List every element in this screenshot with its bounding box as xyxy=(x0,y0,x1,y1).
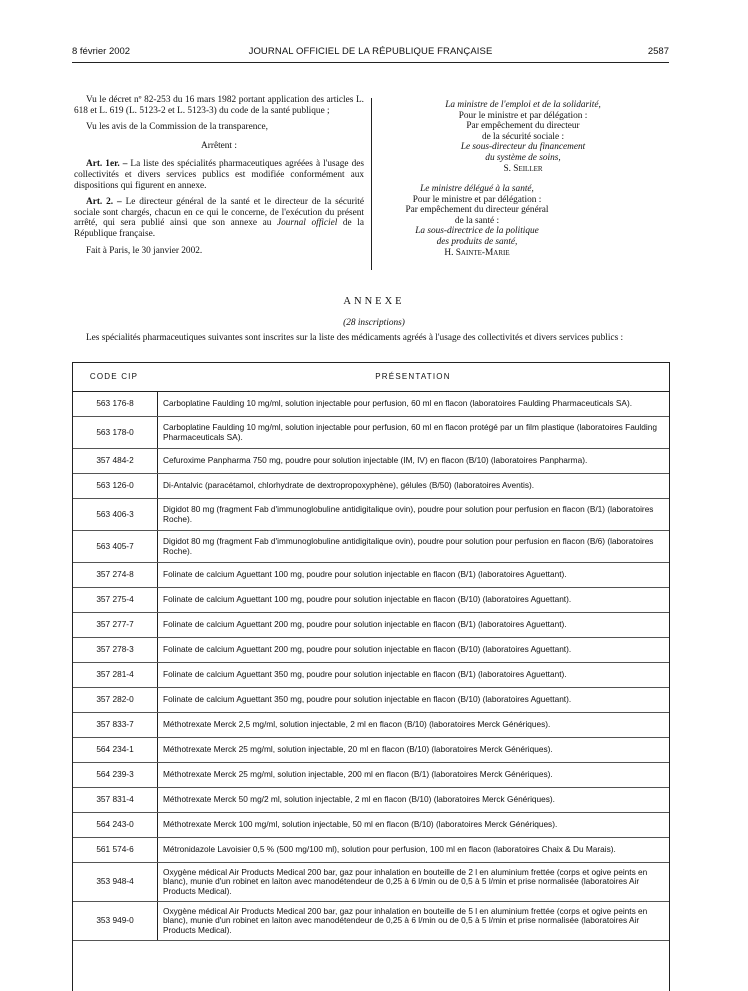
column-header-presentation: PRÉSENTATION xyxy=(375,372,451,381)
presentation-cell xyxy=(158,588,669,612)
table-header xyxy=(73,363,669,392)
signature-line: des produits de santé, xyxy=(436,236,518,247)
signature-line: du système de soins, xyxy=(485,152,561,163)
annex-title: ANNEXE xyxy=(343,296,405,307)
presentation-text: Cefuroxime Panpharma 750 mg, poudre pour solution injectable (IM, IV) en flacon (B/10) (laboratoires Panpharma). xyxy=(163,455,588,466)
cip-code-cell: 563 126-0 xyxy=(73,474,158,498)
presentation-cell xyxy=(158,902,669,940)
cip-code-cell: 353 949-0 xyxy=(73,902,158,940)
cip-code-cell: 563 176-8 xyxy=(73,392,158,416)
signature-line: Par empêchement du directeur xyxy=(466,121,580,132)
table-row xyxy=(73,763,669,788)
table-row xyxy=(73,638,669,663)
presentation-cell xyxy=(158,863,669,901)
presentation-cell xyxy=(158,474,669,498)
cip-code-cell: 563 406-3 xyxy=(73,499,158,530)
page-header xyxy=(72,46,669,62)
presentation-cell xyxy=(158,417,669,448)
cip-code-cell: 564 243-0 xyxy=(73,813,158,837)
presentation-cell xyxy=(158,499,669,530)
article-2-text-end: de la République française. xyxy=(74,218,364,239)
cip-code-cell: 357 833-7 xyxy=(73,713,158,737)
article-2-text: Le directeur général de la santé et le directeur de la sécurité sociale sont chargés, chacun en ce qui le concerne, de l'exécution du présent arrêté, qui sera publié ainsi que son annexe au xyxy=(74,197,364,229)
presentation-text: Carboplatine Faulding 10 mg/ml, solution injectable pour perfusion, 60 ml en flacon protégé par un film plastique (laboratoires Faulding Pharmaceuticals SA). xyxy=(163,422,657,442)
presentation-text: Digidot 80 mg (fragment Fab d'immunoglobuline antidigitalique ovin), poudre pour solution pour perfusion en flacon (B/1) (laboratoires Roche). xyxy=(163,504,654,524)
signature-block-1 xyxy=(377,100,669,174)
presentation-text: Di-Antalvic (paracétamol, chlorhydrate de dextropropoxyphène), gélules (B/50) (laboratoires Aventis). xyxy=(163,480,535,491)
table-row xyxy=(73,813,669,838)
annex-intro: Les spécialités pharmaceutiques suivantes sont inscrites sur la liste des médicaments agréés à l'usage des collectivités et divers services publics : xyxy=(86,333,624,343)
presentation-cell xyxy=(158,713,669,737)
table-row xyxy=(73,499,669,531)
signatory-name: S. Seiller xyxy=(503,163,543,174)
visa-commission: Vu les avis de la Commission de la transparence, xyxy=(86,122,268,133)
table-row xyxy=(73,613,669,638)
signature-line: Pour le ministre et par délégation : xyxy=(458,110,588,121)
annex-count: (28 inscriptions) xyxy=(343,318,405,328)
presentation-text: Méthotrexate Merck 25 mg/ml, solution injectable, 200 ml en flacon (B/1) (laboratoires Merck Génériques). xyxy=(163,769,553,780)
page-number: 2587 xyxy=(647,46,669,57)
presentation-text: Oxygène médical Air Products Medical 200 bar, gaz pour inhalation en bouteille de 5 l en aluminium frettée (corps et ogive peints en blanc), munie d'un robinet en laiton avec manodétendeur de 0,25 à 6 l/min ou de 0,5 à 5 l/min et prise normalisée (laboratoires Air Products Medical). xyxy=(163,906,648,935)
presentation-text: Folinate de calcium Aguettant 100 mg, poudre pour solution injectable en flacon (B/10) (laboratoires Aguettant). xyxy=(163,594,572,605)
cip-code-cell: 353 948-4 xyxy=(73,863,158,901)
header-rule xyxy=(72,62,669,63)
fait-a-paris: Fait à Paris, le 30 janvier 2002. xyxy=(86,245,203,256)
article-1-text: La liste des spécialités pharmaceutiques agréées à l'usage des collectivités et divers services publics est modifiée conformément aux dispositions qui figurent en annexe. xyxy=(74,159,364,191)
presentation-text: Folinate de calcium Aguettant 350 mg, poudre pour solution injectable en flacon (B/1) (laboratoires Aguettant). xyxy=(163,669,567,680)
presentation-text: Digidot 80 mg (fragment Fab d'immunoglobuline antidigitalique ovin), poudre pour solution pour perfusion en flacon (B/6) (laboratoires Roche). xyxy=(163,536,654,556)
cip-code-cell: 357 277-7 xyxy=(73,613,158,637)
table-row xyxy=(73,449,669,474)
signature-line: de la santé : xyxy=(454,215,500,226)
signature-line: La ministre de l'emploi et de la solidarité, xyxy=(445,100,601,110)
table-row xyxy=(73,588,669,613)
signature-block-2 xyxy=(377,184,577,258)
cip-code-cell: 357 275-4 xyxy=(73,588,158,612)
presentation-text: Oxygène médical Air Products Medical 200 bar, gaz pour inhalation en bouteille de 2 l en aluminium frettée (corps et ogive peints en blanc), munie d'un robinet en laiton avec manodétendeur de 0,25 à 6 l/min ou de 0,5 à 5 l/min et prise normalisée (laboratoires Air Products Medical). xyxy=(163,867,648,896)
table-row xyxy=(73,563,669,588)
presentation-cell xyxy=(158,788,669,812)
presentation-text: Méthotrexate Merck 2,5 mg/ml, solution injectable, 2 ml en flacon (B/10) (laboratoires Merck Génériques). xyxy=(163,719,551,730)
cip-code-cell: 564 234-1 xyxy=(73,738,158,762)
presentation-text: Folinate de calcium Aguettant 200 mg, poudre pour solution injectable en flacon (B/10) (laboratoires Aguettant). xyxy=(163,644,572,655)
signatory-name: H. Sainte-Marie xyxy=(444,247,510,258)
visa-decree: Vu le décret nº 82-253 du 16 mars 1982 portant application des articles L. 618 et L. 619 (L. 5123-2 et L. 5123-3) du code de la santé publique ; xyxy=(74,95,364,116)
presentation-text: Métronidazole Lavoisier 0,5 % (500 mg/100 ml), solution pour perfusion, 100 ml en flacon (laboratoires Chaix & Du Marais). xyxy=(163,844,616,855)
article-2-label: Art. 2. – xyxy=(86,197,122,208)
article-2-journal: Journal officiel xyxy=(276,218,338,229)
table-body xyxy=(73,392,669,941)
arretent-heading: Arrêtent : xyxy=(201,140,237,151)
table-row xyxy=(73,531,669,563)
presentation-cell xyxy=(158,638,669,662)
annex-table xyxy=(72,362,670,991)
cip-code-cell: 357 281-4 xyxy=(73,663,158,687)
presentation-cell xyxy=(158,688,669,712)
table-row xyxy=(73,788,669,813)
presentation-cell xyxy=(158,763,669,787)
signature-line: Le ministre délégué à la santé, xyxy=(420,184,534,194)
presentation-text: Folinate de calcium Aguettant 200 mg, poudre pour solution injectable en flacon (B/1) (laboratoires Aguettant). xyxy=(163,619,567,630)
table-row xyxy=(73,392,669,417)
table-row xyxy=(73,863,669,902)
cip-code-cell: 561 574-6 xyxy=(73,838,158,862)
cip-code-cell: 357 278-3 xyxy=(73,638,158,662)
presentation-text: Méthotrexate Merck 100 mg/ml, solution injectable, 50 ml en flacon (B/10) (laboratoires Merck Génériques). xyxy=(163,819,558,830)
table-row xyxy=(73,688,669,713)
presentation-cell xyxy=(158,563,669,587)
presentation-text: Folinate de calcium Aguettant 350 mg, poudre pour solution injectable en flacon (B/10) (laboratoires Aguettant). xyxy=(163,694,572,705)
signature-line: La sous-directrice de la politique xyxy=(415,226,539,237)
presentation-text: Carboplatine Faulding 10 mg/ml, solution injectable pour perfusion, 60 ml en flacon (laboratoires Faulding Pharmaceuticals SA). xyxy=(163,398,633,409)
journal-title: JOURNAL OFFICIEL DE LA RÉPUBLIQUE FRANÇAISE xyxy=(248,46,493,57)
table-row xyxy=(73,663,669,688)
signature-line: de la sécurité sociale : xyxy=(481,131,565,142)
header-date: 8 février 2002 xyxy=(72,46,131,57)
table-row xyxy=(73,417,669,449)
presentation-cell xyxy=(158,613,669,637)
table-row xyxy=(73,902,669,941)
table-row xyxy=(73,713,669,738)
signature-line: Le sous-directeur du financement xyxy=(460,142,586,153)
presentation-cell xyxy=(158,838,669,862)
cip-code-cell: 357 274-8 xyxy=(73,563,158,587)
article-2 xyxy=(74,197,364,239)
cip-code-cell: 357 282-0 xyxy=(73,688,158,712)
presentation-cell xyxy=(158,531,669,562)
article-1 xyxy=(74,159,364,191)
table-row xyxy=(73,738,669,763)
cip-code-cell: 563 405-7 xyxy=(73,531,158,562)
article-1-label: Art. 1er. – xyxy=(86,159,128,170)
cip-code-cell: 357 831-4 xyxy=(73,788,158,812)
column-separator xyxy=(371,98,372,270)
cip-code-cell: 357 484-2 xyxy=(73,449,158,473)
presentation-cell xyxy=(158,392,669,416)
table-row xyxy=(73,474,669,499)
presentation-text: Méthotrexate Merck 50 mg/2 ml, solution injectable, 2 ml en flacon (B/10) (laboratoires Merck Génériques). xyxy=(163,794,555,805)
presentation-text: Méthotrexate Merck 25 mg/ml, solution injectable, 20 ml en flacon (B/10) (laboratoires Merck Génériques). xyxy=(163,744,553,755)
cip-code-cell: 564 239-3 xyxy=(73,763,158,787)
presentation-cell xyxy=(158,663,669,687)
signature-line: Pour le ministre et par délégation : xyxy=(412,194,542,205)
signature-line: Par empêchement du directeur général xyxy=(405,205,549,216)
column-header-code: CODE CIP xyxy=(89,372,139,381)
presentation-text: Folinate de calcium Aguettant 100 mg, poudre pour solution injectable en flacon (B/1) (laboratoires Aguettant). xyxy=(163,569,567,580)
presentation-cell xyxy=(158,813,669,837)
table-row xyxy=(73,838,669,863)
decree-left-column xyxy=(74,95,364,262)
cip-code-cell: 563 178-0 xyxy=(73,417,158,448)
presentation-cell xyxy=(158,738,669,762)
presentation-cell xyxy=(158,449,669,473)
